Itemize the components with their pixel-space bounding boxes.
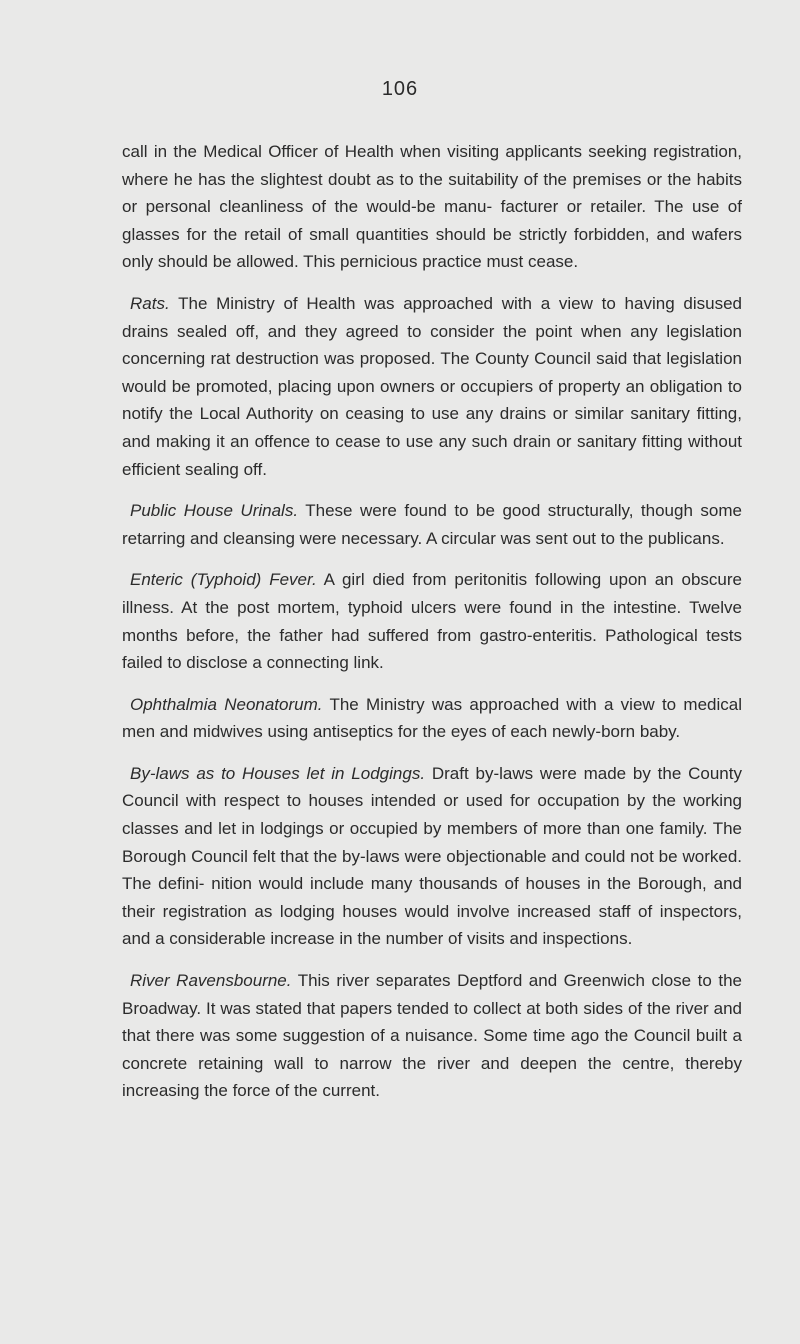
paragraph-rats <box>122 290 742 483</box>
paragraph-heading: Public House Urinals. <box>130 501 299 521</box>
paragraph-text: The Ministry of Health was approached with a view to having disused drains sealed off, and they agreed to consider the point when any legislation concerning rat destruction was proposed. The County Council said that legislation would be promoted, placing upon owners or occupiers of property an obligation to notify the Local Authority on ceasing to use any drains or similar sanitary fitting, and making it an offence to cease to use any such drain or sanitary fitting without efficient sealing off. <box>122 293 742 479</box>
paragraph-text: A girl died from peritonitis following upon an obscure illness. At the post mortem, typhoid ulcers were found in the intestine. Twelve months before, the father had suffered from gastro-enteritis. Pathological tests failed to disclose a connecting link. <box>122 570 742 673</box>
paragraph-public-house-urinals <box>122 497 742 552</box>
paragraph-text: The Ministry was approached with a view to medical men and midwives using antiseptics for the eyes of each newly-born baby. <box>122 694 742 742</box>
paragraph-heading: By-laws as to Houses let in Lodgings. <box>130 763 426 783</box>
text-body <box>122 138 742 1119</box>
paragraph-text: Draft by-laws were made by the County Council with respect to houses intended or used for occupation by the working classes and let in lodgings or occupied by members of more than one family. The Borough Council felt that the by-laws were objectionable and could not be worked. The defini- nition would include many thousands of houses in the Borough, and their registration as lodging houses would involve increased staff of inspectors, and a considerable increase in the number of visits and inspections. <box>122 763 742 949</box>
paragraph-heading: Rats. <box>130 293 170 313</box>
paragraph-by-laws-lodgings <box>122 760 742 953</box>
paragraph-heading: Ophthalmia Neonatorum. <box>130 694 323 714</box>
paragraph-enteric-fever <box>122 566 742 676</box>
paragraph-heading: Enteric (Typhoid) Fever. <box>130 570 317 590</box>
paragraph-ophthalmia-neonatorum <box>122 691 742 746</box>
paragraph-text: These were found to be good structurally, though some retarring and cleansing were necessary. A circular was sent out to the publicans. <box>122 501 742 548</box>
paragraph-continuation <box>122 138 742 276</box>
page-number: 106 <box>381 78 419 100</box>
paragraph-text: This river separates Deptford and Greenwich close to the Broadway. It was stated that papers tended to collect at both sides of the river and that there was some suggestion of a nuisance. Some time ago the Council built a concrete retaining wall to narrow the river and deepen the centre, thereby increasing the force of the current. <box>122 971 742 1101</box>
paragraph-river-ravensbourne <box>122 967 742 1105</box>
paragraph-text: call in the Medical Officer of Health when visiting applicants seeking registration, where he has the slightest doubt as to the suitability of the premises or the habits or personal cleanliness of the would-be manu- facturer or retailer. The use of glasses for the retail of small quantities should be strictly forbidden, and wafers only should be allowed. This pernicious practice must cease. <box>122 142 742 272</box>
paragraph-heading: River Ravensbourne. <box>130 971 292 991</box>
